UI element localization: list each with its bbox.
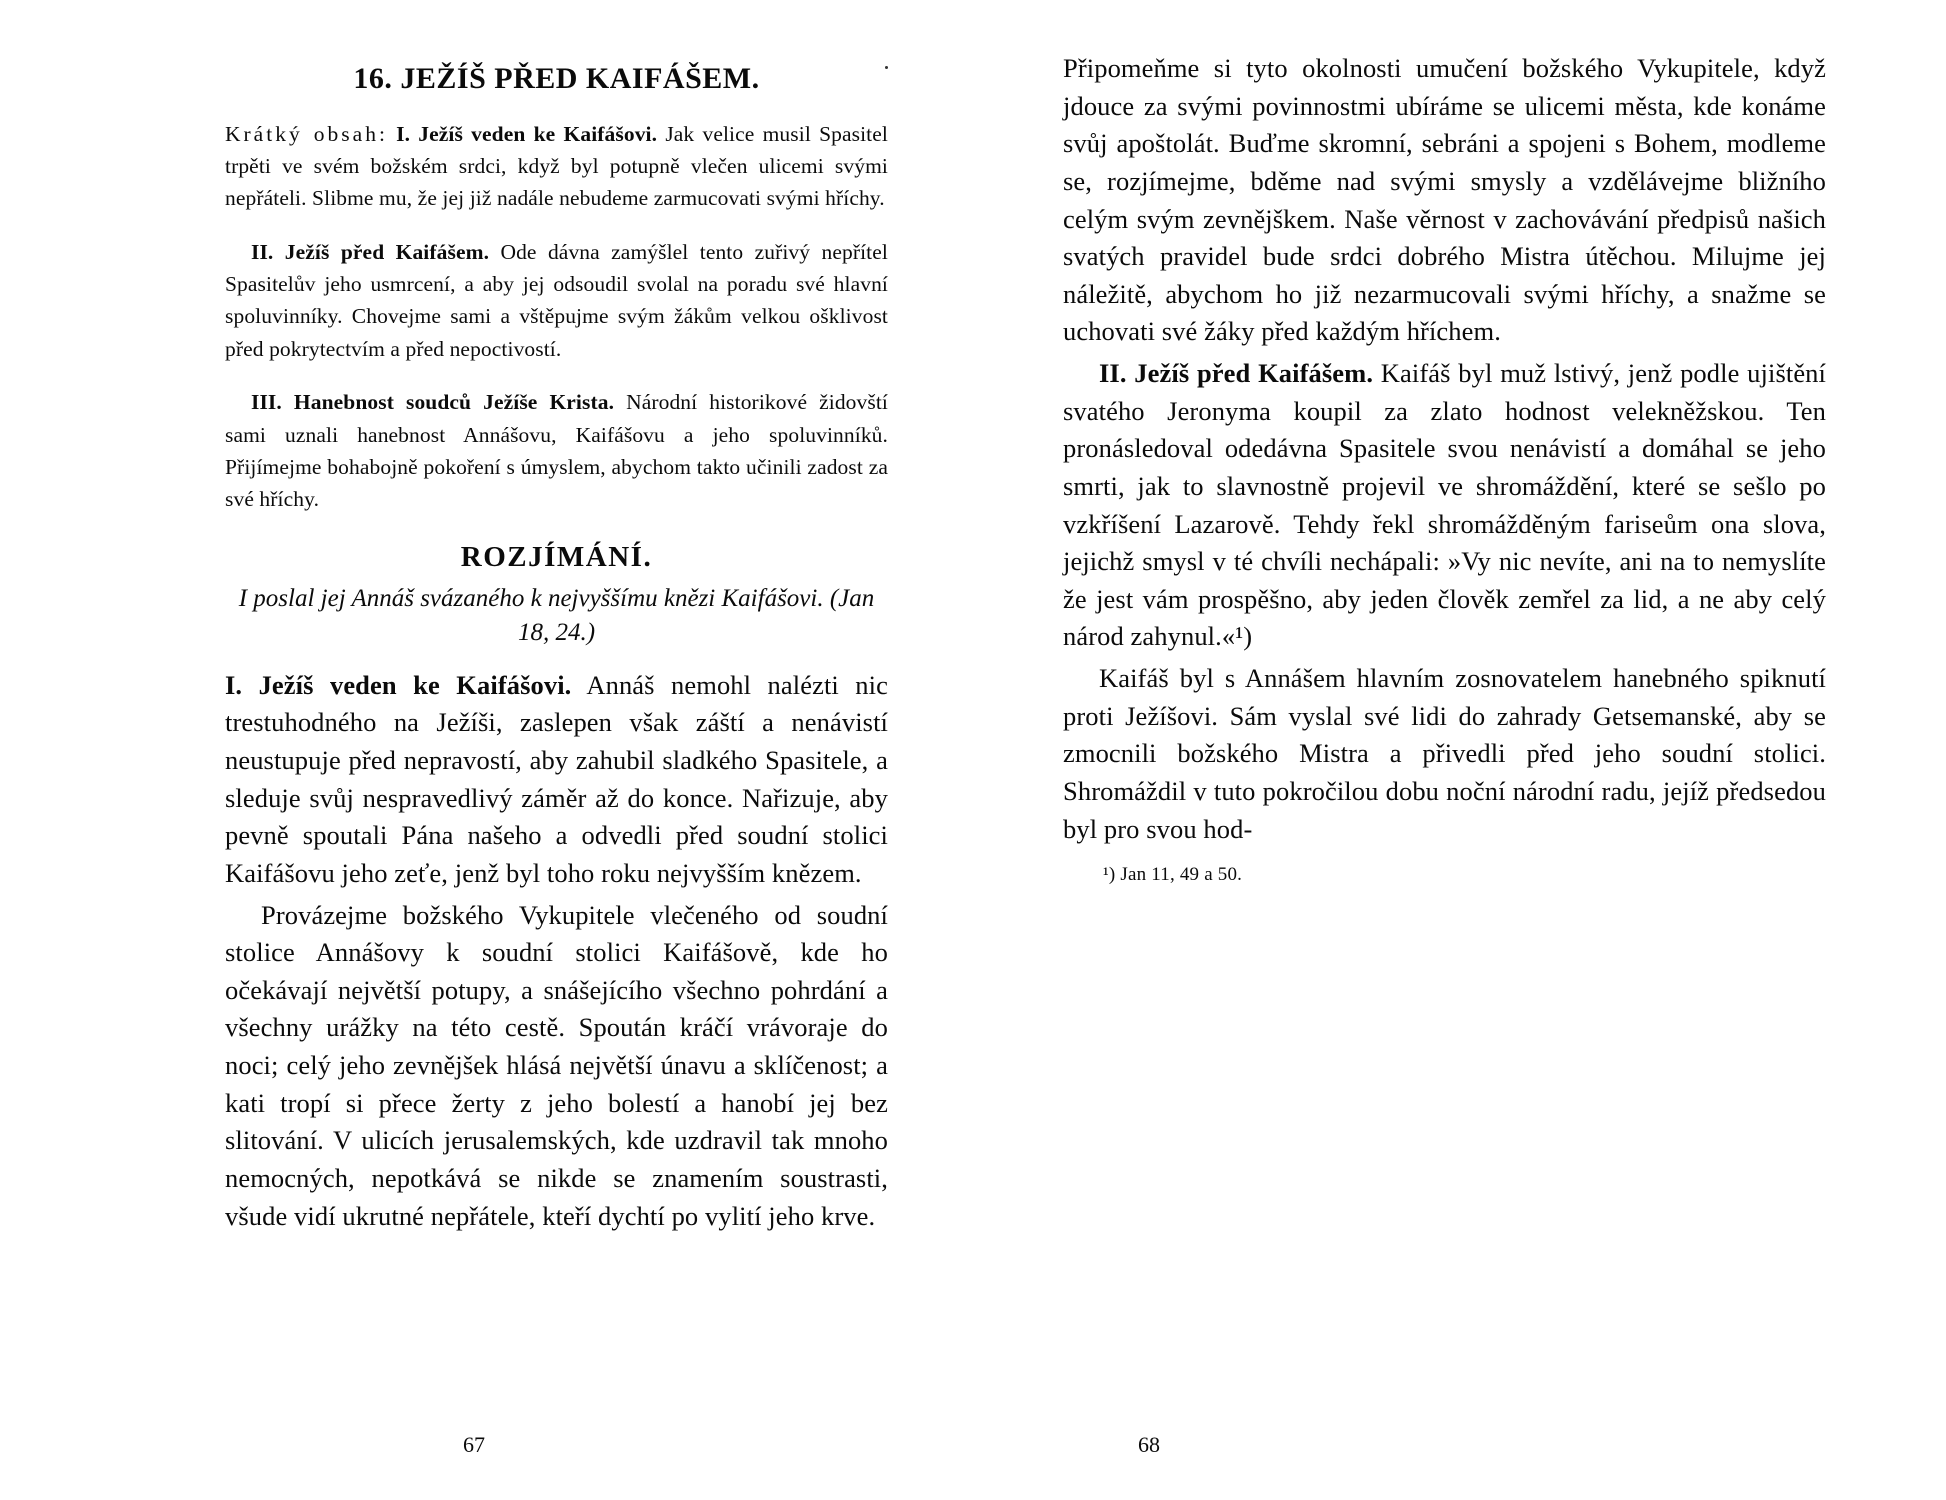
print-tick-mark xyxy=(885,66,888,69)
paragraph-4-text: Kaifáš byl muž lstivý, jenž podle ujištění svatého Jeronyma koupil za zlato hodnost velekněžskou. Ten pronásledoval odedávna Spasitele svou nenávistí a domáhal se jeho smrti, jak to slavnostně projevil ve shromáždění, které se sešlo po vzkříšení Lazarově. Tehdy řekl shromážděným fariseům ona slova, jejichž smysl v té chvíli nechápali: »Vy nic nevíte, ani na to nemyslíte že jest vám prospěšno, aby jeden člověk zemřel za lid, a ne aby celý národ zahynul.«¹) xyxy=(1063,358,1826,652)
summary-text-2: Ode dávna zamýšlel tento zuřivý nepřítel Spasitelův jeho usmrcení, a aby jej odsoudil svolal na poradu své hlavní spoluvinníky. Chovejme sami a vštěpujme svým žákům velkou ošklivost před pokrytectvím a před nepoctivostí. xyxy=(225,239,888,361)
page-number-left: 67 xyxy=(463,1432,485,1457)
paragraph-2 xyxy=(225,897,888,1236)
paragraph-1-text: Annáš nemohl nalézti nic trestuhodného na Ježíši, zaslepen však záští a nenávistí neustupuje před nepravostí, aby zahubil sladkého Spasitele, a sleduje svůj nespravedlivý záměr až do konce. Nařizuje, aby pevně spoutali Pána našeho a odvedli před soudní stolici Kaifášovu jeho zeťe, jenž byl toho roku nejvyšším knězem. xyxy=(225,669,888,888)
paragraph-2-text: Provázejme božského Vykupitele vlečeného od soudní stolice Annášovy k soudní stolici Kaifášově, kde ho očekávají největší potupy, a snášejícího všechno pohrdání a všechny urážky na této cestě. Spoután kráčí vrávoraje do noci; celý jeho zevnějšek hlásá největší únavu a sklíčenost; a kati tropí si přece žerty z jeho bolestí a hanobí jej bez slitování. V ulicích jerusalemských, kde uzdravil tak mnoho nemocných, nepotkává se nikde se znamením soustrasti, všude vidí ukrutné nepřátele, kteří dychtí po vylití jeho krve. xyxy=(225,899,888,1231)
paragraph-5-text: Kaifáš byl s Annášem hlavním zosnovatelem hanebného spiknutí proti Ježíšovi. Sám vyslal své lidi do zahrady Getsemanské, aby se zmocnili božského Mistra a přivedli před jeho soudní stolici. Shromáždil v tuto pokročilou dobu noční národní radu, jejíž předsedou byl pro svou hod- xyxy=(1063,663,1826,844)
paragraph-4-lead: II. Ježíš před Kaifášem. xyxy=(1099,358,1374,388)
chapter-title: 16. JEŽÍŠ PŘED KAIFÁŠEM. xyxy=(353,62,760,95)
summary-item-3 xyxy=(225,386,888,515)
summary-lead-3: Hanebnost soudců Ježíše Krista. xyxy=(293,390,615,415)
paragraph-1-lead: I. Ježíš veden ke Kaifášovi. xyxy=(225,669,572,700)
paragraph-3-text: Připomeňme si tyto okolnosti umučení božského Vykupitele, když jdouce za svými povinnostmi ubíráme se ulicemi města, kde konáme svůj apoštolát. Buďme skromní, sebráni a spojeni s Bohem, modleme se, rozjímejme, bděme nad svými smysly a vzdělávejme bližního celým svým zevnějškem. Naše věrnost v zachovávání předpisů našich svatých pravidel bude srdci dobrého Mistra útěchou. Milujme jej náležitě, abychom ho již nezarmucovali svými hříchy, a snažme se uchovati své žáky před každým hříchem. xyxy=(1063,53,1826,347)
paragraph-5 xyxy=(1063,660,1826,848)
paragraph-1 xyxy=(225,667,888,893)
meditation-heading: ROZJÍMÁNÍ. xyxy=(460,541,653,574)
paragraph-4 xyxy=(1063,355,1826,656)
summary-number-3: III. xyxy=(251,390,282,415)
summary-lead-2: Ježíš před Kaifášem. xyxy=(284,239,490,264)
summary-number-1: I. xyxy=(396,121,411,146)
summary-text-3: Národní historikové židovští sami uznali hanebnost Annášovu, Kaifášovu a jeho spoluvinníků. Přijímejme bohabojně pokoření s úmyslem, abychom takto učinili zadost za své hříchy. xyxy=(225,390,888,511)
summary-number-2: II. xyxy=(251,239,274,264)
summary-item-2 xyxy=(225,236,888,365)
page-number-right: 68 xyxy=(1138,1432,1160,1457)
page-right xyxy=(1028,0,1946,1500)
summary-item-1 xyxy=(225,118,888,215)
footnote: ¹) Jan 11, 49 a 50. xyxy=(1103,864,1243,886)
summary-lead-1: Ježíš veden ke Kaifášovi. xyxy=(418,121,658,146)
summary-label: Krátký obsah: xyxy=(225,121,388,146)
scripture-verse: I poslal jej Annáš svázaného k nejvyššímu knězi Kaifášovi. (Jan 18, 24.) xyxy=(238,585,875,646)
paragraph-3 xyxy=(1063,50,1826,351)
summary-text-1: Jak velice musil Spasitel trpěti ve svém božském srdci, když byl potupně vlečen ulicemi svými nepřáteli. Slibme mu, že jej již nadále nebudeme zarmucovati svými hříchy. xyxy=(225,121,888,210)
